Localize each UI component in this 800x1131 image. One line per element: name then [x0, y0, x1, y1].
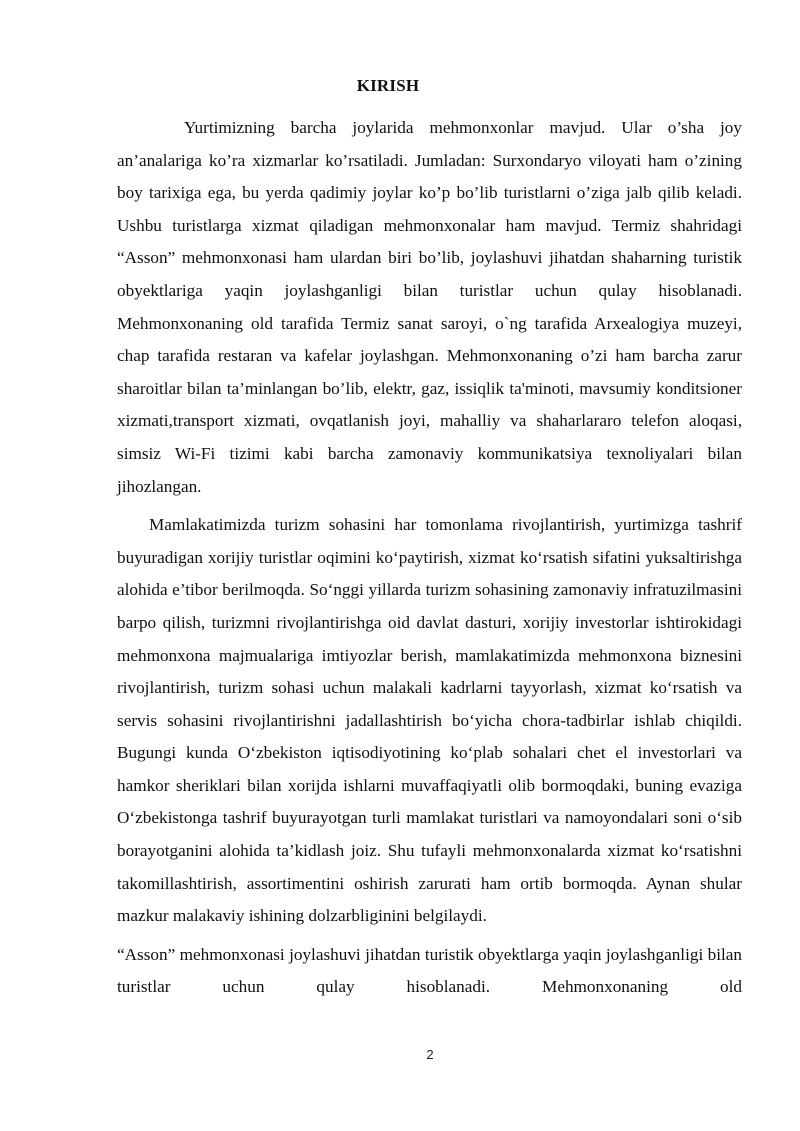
paragraph-intro: Yurtimizning barcha joylarida mehmonxonlar mavjud. Ular o’sha joy an’analariga ko’ra xizmarlar ko’rsatiladi. Jumladan: Surxondaryo viloyati ham o’zining boy tarixiga ega, bu yerda qadimiy joylar ko’p bo’lib turistlarni o’ziga jalb qilib keladi. Ushbu turistlarga xizmat qiladigan mehmonxonalar ham mavjud. Termiz shahridagi “Asson” mehmonxonasi ham ulardan biri bo’lib, joylashuvi jihatdan shaharning turistik obyektlariga yaqin joylashganligi bilan turistlar uchun qulay hisoblanadi. Mehmonxonaning old tarafida Termiz sanat saroyi, o`ng tarafida Arxealogiya muzeyi, chap tarafida restaran va kafelar joylashgan. Mehmonxonaning o’zi ham barcha zarur sharoitlar bilan ta’minlangan bo’lib, elektr, gaz, issiqlik ta'minoti, mavsumiy konditsioner xizmati,transport xizmati, ovqatlanish joyi, mahalliy va shaharlararo telefon aloqasi, simsiz Wi-Fi tizimi kabi barcha zamonaviy kommunikatsiya texnoliyalari bilan jihozlangan. [117, 118, 742, 496]
paragraph-tourism-development: Mamlakatimizda turizm sohasini har tomonlama rivojlantirish, yurtimizga tashrif buyuradigan xorijiy turistlar oqimini ko‘paytirish, xizmat ko‘rsatish sifatini yuksaltirishga alohida e’tibor berilmoqda. So‘nggi yillarda turizm sohasining zamonaviy infratuzilmasini barpo qilish, turizmni rivojlantirishga oid davlat dasturi, xorijiy investorlar ishtirokidagi mehmonxona majmualariga imtiyozlar berish, mamlakatimizda mehmonxona biznesini rivojlantirish, turizm sohasi uchun malakali kadrlarni tayyorlash, xizmat ko‘rsatish va servis sohasini rivojlantirishni jadallashtirish bo‘yicha chora-tadbirlar ishlab chiqildi. Bugungi kunda O‘zbekiston iqtisodiyotining ko‘plab sohalari chet el investorlari va hamkor sheriklari bilan xorijda ishlarni muvaffaqiyatli olib bormoqdaki, buning evaziga O‘zbekistonga tashrif buyurayotgan turli mamlakat turistlari va namoyondalari soni o‘sib borayotganini alohida ta’kidlash joiz. Shu tufayli mehmonxonalarda xizmat ko‘rsatishni takomillashtirish, assortimentini oshirish zarurati ham ortib bormoqda. Aynan shular mazkur malakaviy ishining dolzarbliginini belgilaydi. [117, 515, 742, 926]
section-heading: KIRISH [356, 76, 420, 95]
paragraph-asson-location: “Asson” mehmonxonasi joylashuvi jihatdan turistik obyektlarga yaqin joylashganligi bilan turistlar uchun qulay hisoblanadi. Mehmonxonaning old [117, 944, 742, 997]
page-number: 2 [426, 1047, 434, 1062]
body-text [117, 112, 742, 1004]
